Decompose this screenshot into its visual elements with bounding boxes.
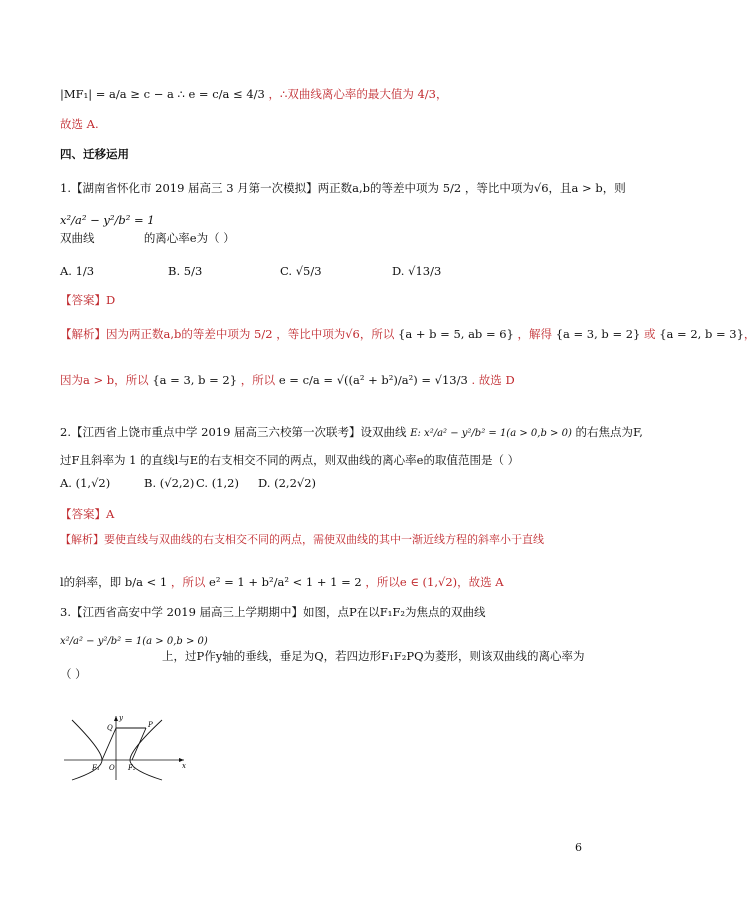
q1-answer: 【答案】D	[60, 293, 116, 307]
q1-hyperbola-equation: x²/a² − y²/b² = 1	[60, 213, 155, 227]
q2-analysis-line-1: 【解析】要使直线与双曲线的右支相交不同的两点，需使双曲线的其中一渐近线方程的斜率小于直线	[60, 533, 544, 546]
q1-analysis-b: ，等比中项为√6，所以	[276, 327, 395, 341]
q2-analysis-c: ，所以	[170, 575, 206, 589]
q2-analysis-b: l的斜率，即	[60, 575, 122, 589]
q1-option-c: C. √5/3	[280, 264, 322, 278]
q1-analysis-a: 【解析】因为两正数a,b的等差中项为	[60, 327, 251, 341]
label-f2: F₂	[128, 764, 136, 772]
p-f2-segment	[132, 728, 146, 760]
label-y: y	[119, 714, 123, 722]
q1-analysis-line-2	[60, 372, 515, 388]
label-o: O	[109, 764, 115, 772]
page-number: 6	[575, 841, 582, 854]
q2-stem-line-1	[60, 424, 643, 442]
q1-stem-line-2	[60, 212, 155, 228]
intro-line-1	[60, 86, 448, 102]
q1-system-1: {a + b = 5, ab = 6}	[398, 327, 514, 341]
q1-analysis-g: ，所以	[240, 373, 276, 387]
q2-option-c: C. (1,2)	[196, 476, 239, 490]
q3-stem-line-3: 上，过P作y轴的垂线，垂足为Q，若四边形F₁F₂PQ为菱形，则该双曲线的离心率为	[162, 649, 585, 663]
q2-stem-line-2: 过F且斜率为 1 的直线l与E的右支相交不同的两点，则双曲线的离心率e的取值范围是（ ）	[60, 453, 520, 467]
q2-option-d: D. (2,2√2)	[258, 476, 317, 490]
q1-stem-line-1	[60, 180, 626, 196]
q1-system-3: {a = 2, b = 3}	[659, 327, 744, 341]
intro-math: |MF₁| = a/a ≥ c − a ∴ e = c/a ≤ 4/3	[60, 87, 265, 101]
q2-analysis-line-2	[60, 574, 504, 590]
q3-hyperbola-figure	[62, 712, 192, 782]
q3-stem-line-1: 3.【江西省高安中学 2019 届高三上学期期中】如图，点P在以F₁F₂为焦点的双曲线	[60, 605, 486, 619]
intro-conclusion: ，∴双曲线离心率的最大值为	[268, 87, 414, 101]
q1-stem-fraction: 5/2	[442, 181, 462, 195]
q1-analysis-f: 因为a > b，所以	[60, 373, 149, 387]
q2-option-b: B. (√2,2)	[144, 476, 195, 490]
q-f1-segment	[102, 728, 116, 760]
y-axis-arrow	[114, 716, 118, 721]
section-title: 四、迁移运用	[60, 147, 129, 161]
q3-stem-line-4: （ ）	[60, 667, 87, 681]
q1-analysis-line-1	[60, 326, 755, 342]
q1-stem-a: 1.【湖南省怀化市 2019 届高三 3 月第一次模拟】两正数a,b的等差中项为	[60, 181, 440, 195]
q1-stem-c: 双曲线	[60, 231, 95, 245]
q1-stem-d: 的离心率e为（ ）	[143, 231, 235, 245]
q1-analysis-h: . 故选 D	[471, 373, 515, 387]
intro-end: ，	[436, 87, 448, 101]
q1-system-4: {a = 3, b = 2}	[152, 373, 238, 387]
q2-option-a: A. (1,√2)	[60, 476, 111, 490]
q1-analysis-c: ，解得	[517, 327, 553, 341]
q1-stem-b: ，等比中项为√6，且a > b，则	[464, 181, 626, 195]
q1-option-b: B. 5/3	[168, 264, 203, 278]
q2-eccentricity-inequality: e² = 1 + b²/a² < 1 + 1 = 2	[209, 575, 362, 589]
label-f1: F₁	[92, 764, 100, 772]
q1-analysis-fraction: 5/2	[254, 327, 273, 341]
q1-option-d: D. √13/3	[392, 264, 442, 278]
q1-analysis-e: ，	[743, 327, 755, 341]
label-q: Q	[107, 724, 113, 732]
q1-stem-line-3	[60, 230, 235, 246]
q1-system-2: {a = 3, b = 2}	[555, 327, 641, 341]
label-p: P	[148, 721, 153, 729]
q2-stem-a: 2.【江西省上饶市重点中学 2019 届高三六校第一次联考】设双曲线	[60, 425, 407, 439]
q1-eccentricity-equation: e = c/a = √((a² + b²)/a²) = √13/3	[278, 373, 468, 387]
q2-stem-b: 的右焦点为F,	[575, 425, 643, 439]
label-x: x	[182, 762, 186, 770]
q2-hyperbola-equation: E: x²/a² − y²/b² = 1(a > 0,b > 0)	[410, 428, 572, 439]
q1-option-a: A. 1/3	[60, 264, 95, 278]
intro-line-2: 故选 A.	[60, 117, 99, 131]
q1-analysis-d: 或	[644, 327, 656, 341]
q3-hyperbola-equation: x²/a² − y²/b² = 1(a > 0,b > 0)	[60, 636, 208, 647]
q2-slope-inequality: b/a < 1	[124, 575, 168, 589]
q2-analysis-d: ，所以e ∈ (1,√2)，故选 A	[365, 575, 504, 589]
intro-value: 4/3	[417, 87, 436, 101]
q2-answer: 【答案】A	[60, 507, 115, 521]
